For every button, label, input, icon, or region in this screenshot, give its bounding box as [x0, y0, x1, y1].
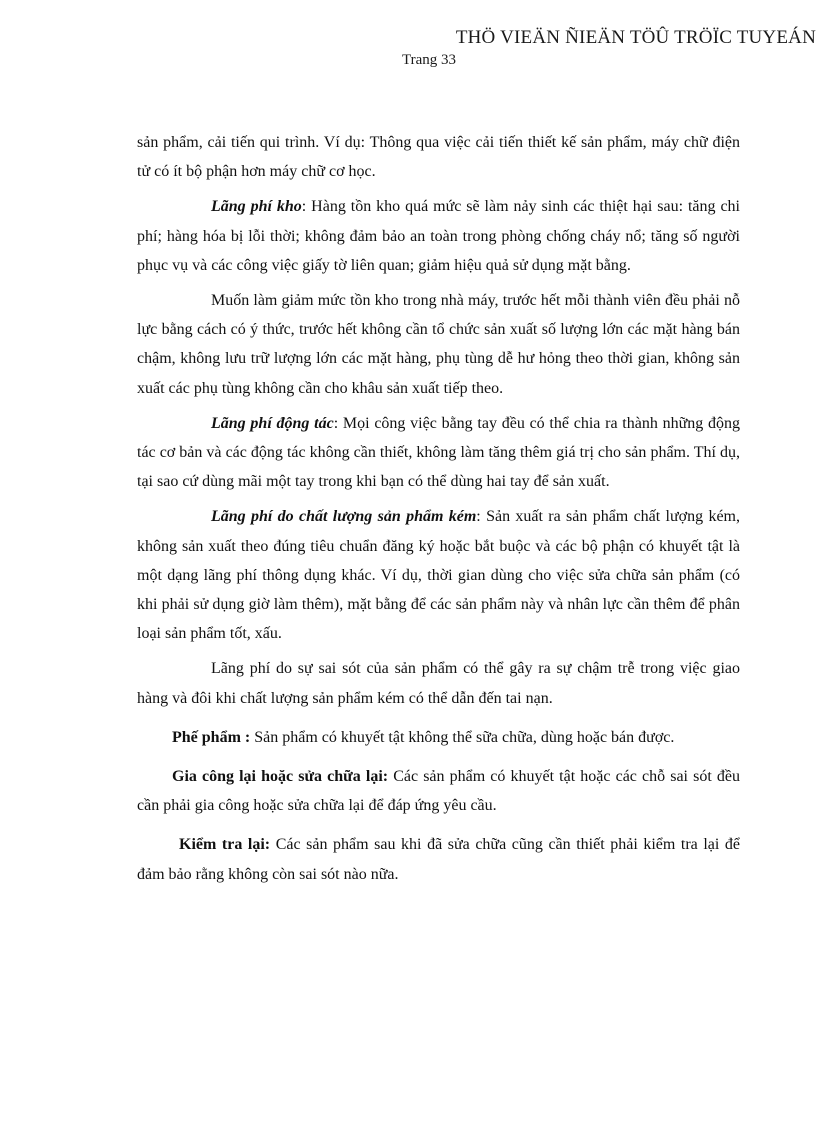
page-number: Trang 33: [402, 52, 457, 68]
paragraph-reduce-inventory: Muốn làm giảm mức tồn kho trong nhà máy, trước hết mỗi thành viên đều phải nỗ lực bằng cách có ý thức, trước hết không cần tổ chức sản xuất số lượng lớn các mặt hàng bán chậm, không lưu trữ lượng lớn các mặt hàng, phụ tùng dễ hư hỏng theo thời gian, không sản xuất các phụ tùng không cần cho khâu sản xuất tiếp theo.: [137, 292, 740, 397]
term-motion-waste: Lãng phí động tác: [211, 414, 334, 432]
paragraph-quality-waste: [137, 502, 740, 648]
inventory-waste-text: : Hàng tồn kho quá mức sẽ làm nảy sinh các thiệt hại sau: tăng chi phí; hàng hóa bị lỗi thời; không đảm bảo an toàn trong phòng chống cháy nổ; tăng số người phục vụ và các công việc giấy tờ liên quan; giảm hiệu quả sử dụng mặt bằng.: [137, 198, 740, 274]
header-title: THÖ VIEÄN ÑIEÄN TÖÛ TRÖÏC TUYEÁN: [455, 27, 816, 48]
paragraph-inventory-waste: [137, 192, 740, 280]
paragraph-rework: [137, 762, 740, 820]
paragraph-scrap: [137, 723, 740, 752]
paragraph-reinspection: [137, 830, 740, 888]
rework-text: Các sản phẩm có khuyết tật hoặc các chỗ sai sót đều cần phải gia công hoặc sửa chữa lại để đáp ứng yêu cầu.: [137, 768, 741, 815]
reinspection-text: Các sản phẩm sau khi đã sửa chữa cũng cần thiết phải kiểm tra lại để đảm bảo rằng không còn sai sót nào nữa.: [137, 836, 741, 883]
paragraph-motion-waste: [137, 409, 740, 497]
term-scrap: Phế phẩm :: [172, 728, 251, 746]
term-quality-waste: Lãng phí do chất lượng sản phẩm kém: [211, 508, 477, 526]
quality-waste-text: : Sản xuất ra sản phẩm chất lượng kém, không sản xuất theo đúng tiêu chuẩn đăng ký hoặc bắt buộc và các bộ phận có khuyết tật là một dạng lãng phí thông dụng khác. Ví dụ, thời gian dùng cho việc sửa chữa sản phẩm (có khi phải sử dụng giờ làm thêm), mặt bằng để các sản phẩm này và nhân lực cần thêm để phân loại sản phẩm tốt, xấu.: [137, 508, 740, 643]
term-rework: Gia công lại hoặc sửa chữa lại:: [172, 768, 389, 786]
motion-waste-text: : Mọi công việc bằng tay đều có thể chia ra thành những động tác cơ bản và các động tác không cần thiết, không làm tăng thêm giá trị cho sản phẩm. Thí dụ, tại sao cứ dùng mãi một tay trong khi bạn có thể dùng hai tay để sản xuất.: [137, 414, 741, 491]
scrap-text: Sản phẩm có khuyết tật không thể sữa chữa, dùng hoặc bán được.: [250, 728, 675, 746]
term-inventory-waste: Lãng phí kho: [211, 198, 302, 216]
paragraph-defect-delay: Lãng phí do sự sai sót của sản phẩm có thể gây ra sự chậm trễ trong việc giao hàng và đôi khi chất lượng sản phẩm kém có thể dẫn đến tai nạn.: [137, 660, 740, 707]
document-body: [137, 128, 740, 889]
term-reinspection: Kiểm tra lại:: [179, 836, 271, 854]
paragraph-intro: sản phẩm, cải tiến qui trình. Ví dụ: Thông qua việc cải tiến thiết kế sản phẩm, máy chữ điện tử có ít bộ phận hơn máy chữ cơ học.: [137, 134, 740, 181]
